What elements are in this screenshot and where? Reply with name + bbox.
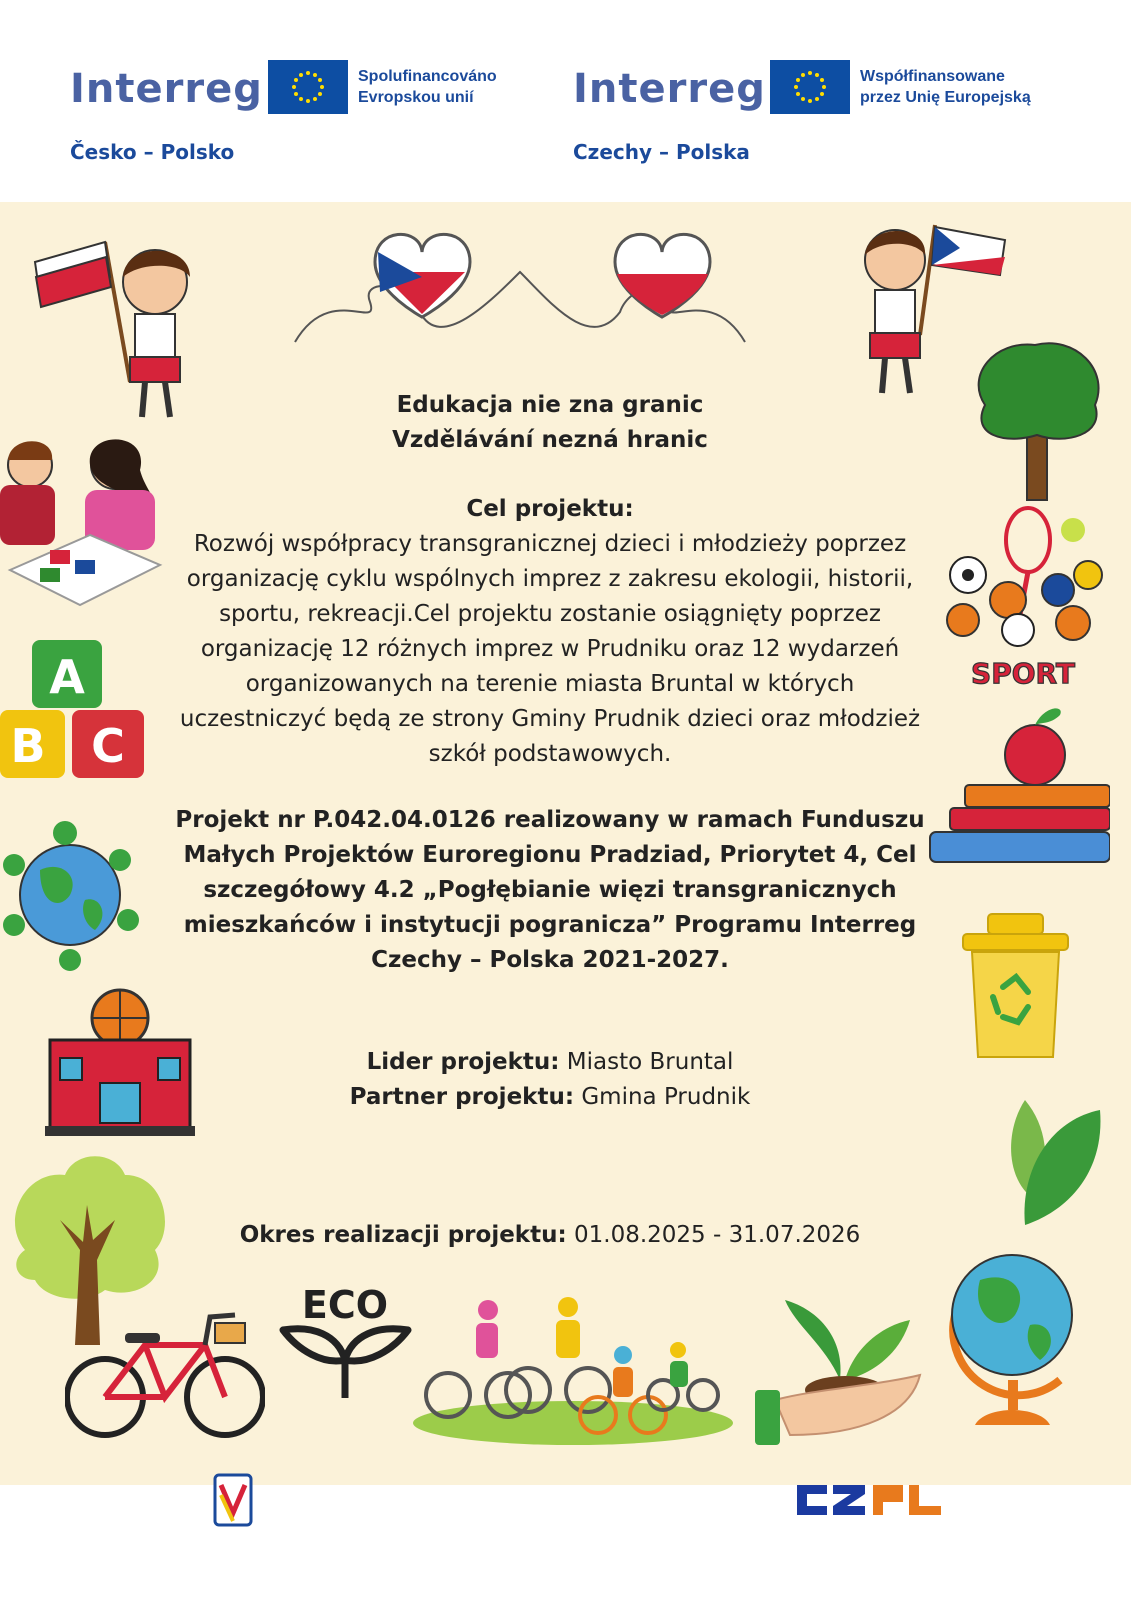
realization-period: [160, 1218, 940, 1253]
goal-line: sportu, rekreacji.Cel projektu zostanie osiągnięty poprzez: [219, 601, 881, 627]
eu-flag-icon: [268, 60, 348, 114]
eu-flag-icon: [770, 60, 850, 114]
cofinance-line-1: Współfinansowane: [860, 68, 1005, 85]
project-line: Czechy – Polska 2021-2027.: [371, 947, 729, 973]
header: [0, 0, 1131, 202]
sport-label: SPORT: [971, 657, 1075, 690]
block-letter-b: B: [10, 719, 46, 773]
leader-label: Lider projektu:: [366, 1049, 560, 1075]
cofinance-text-left: [358, 66, 497, 108]
globe-trees-icon: [0, 815, 145, 975]
goal-line: uczestniczyć będą ze strony Gminy Prudnik dzieci oraz młodzież: [179, 706, 921, 732]
goal-description: [160, 527, 940, 772]
goal-line: organizację 12 różnych imprez w Prudniku oraz 12 wydarzeń: [200, 636, 900, 662]
partner-value: Gmina Prudnik: [574, 1084, 751, 1110]
region-right: Czechy – Polska: [573, 140, 750, 164]
block-letter-a: A: [49, 650, 85, 704]
period-label: Okres realizacji projektu:: [239, 1222, 567, 1248]
cofinance-text-right: [860, 66, 1031, 108]
project-partners: [160, 1045, 940, 1115]
cofinance-line-2: przez Unię Europejską: [860, 89, 1031, 106]
region-left: Česko – Polsko: [70, 140, 235, 164]
goal-line: organizację cyklu wspólnych imprez z zakresu ekologii, historii,: [186, 566, 914, 592]
interreg-logo-right: Interreg: [573, 66, 766, 112]
goal-line: szkół podstawowych.: [428, 741, 672, 767]
goal-line: organizowanych na terenie miasta Bruntal w których: [245, 671, 855, 697]
project-info: [160, 803, 940, 978]
goal-line: Rozwój współpracy transgranicznej dzieci i młodzieży poprzez: [193, 531, 907, 557]
czpl-logo-icon: [795, 1480, 945, 1520]
title-polish: Edukacja nie zna granic: [396, 392, 704, 418]
cofinance-line-1: Spolufinancováno: [358, 68, 497, 85]
euroregion-pradziad-logo-icon: [213, 1473, 253, 1528]
project-line: Małych Projektów Euroregionu Pradziad, Priorytet 4, Cel: [183, 842, 917, 868]
project-line: mieszkańców i instytucji pogranicza” Programu Interreg: [183, 912, 917, 938]
project-title: [160, 388, 940, 458]
apple-books-icon: [925, 700, 1110, 880]
leader-row: [160, 1045, 940, 1080]
eco-logo-icon: [278, 1280, 413, 1400]
cofinance-line-2: Evropskou unií: [358, 89, 474, 106]
leaves-icon: [1000, 1090, 1110, 1235]
tree-icon: [965, 335, 1110, 505]
partner-row: [160, 1080, 940, 1115]
abc-blocks-icon: [0, 638, 150, 783]
period-value: 01.08.2025 - 31.07.2026: [566, 1222, 861, 1248]
family-cyclists-icon: [408, 1295, 733, 1450]
sport-equipment-icon: [938, 505, 1108, 690]
hearts-flags-icon: [290, 222, 750, 352]
eco-label: ECO: [301, 1283, 389, 1327]
footer: [0, 1485, 1131, 1600]
bicycle-icon: [65, 1305, 265, 1440]
hand-plant-icon: [750, 1295, 925, 1450]
project-line: szczegółowy 4.2 „Pogłębianie więzi transgranicznych: [203, 877, 897, 903]
block-letter-c: C: [91, 719, 125, 773]
project-line: Projekt nr P.042.04.0126 realizowany w ramach Funduszu: [175, 807, 925, 833]
interreg-logo-left: Interreg: [70, 66, 263, 112]
leader-value: Miasto Bruntal: [559, 1049, 734, 1075]
partner-label: Partner projektu:: [349, 1084, 575, 1110]
recycling-bin-icon: [958, 912, 1073, 1062]
goal-heading: Cel projektu:: [466, 496, 634, 522]
title-czech: Vzdělávání nezná hranic: [392, 427, 708, 453]
kids-board-game-icon: [0, 430, 175, 610]
desk-globe-icon: [940, 1245, 1090, 1430]
